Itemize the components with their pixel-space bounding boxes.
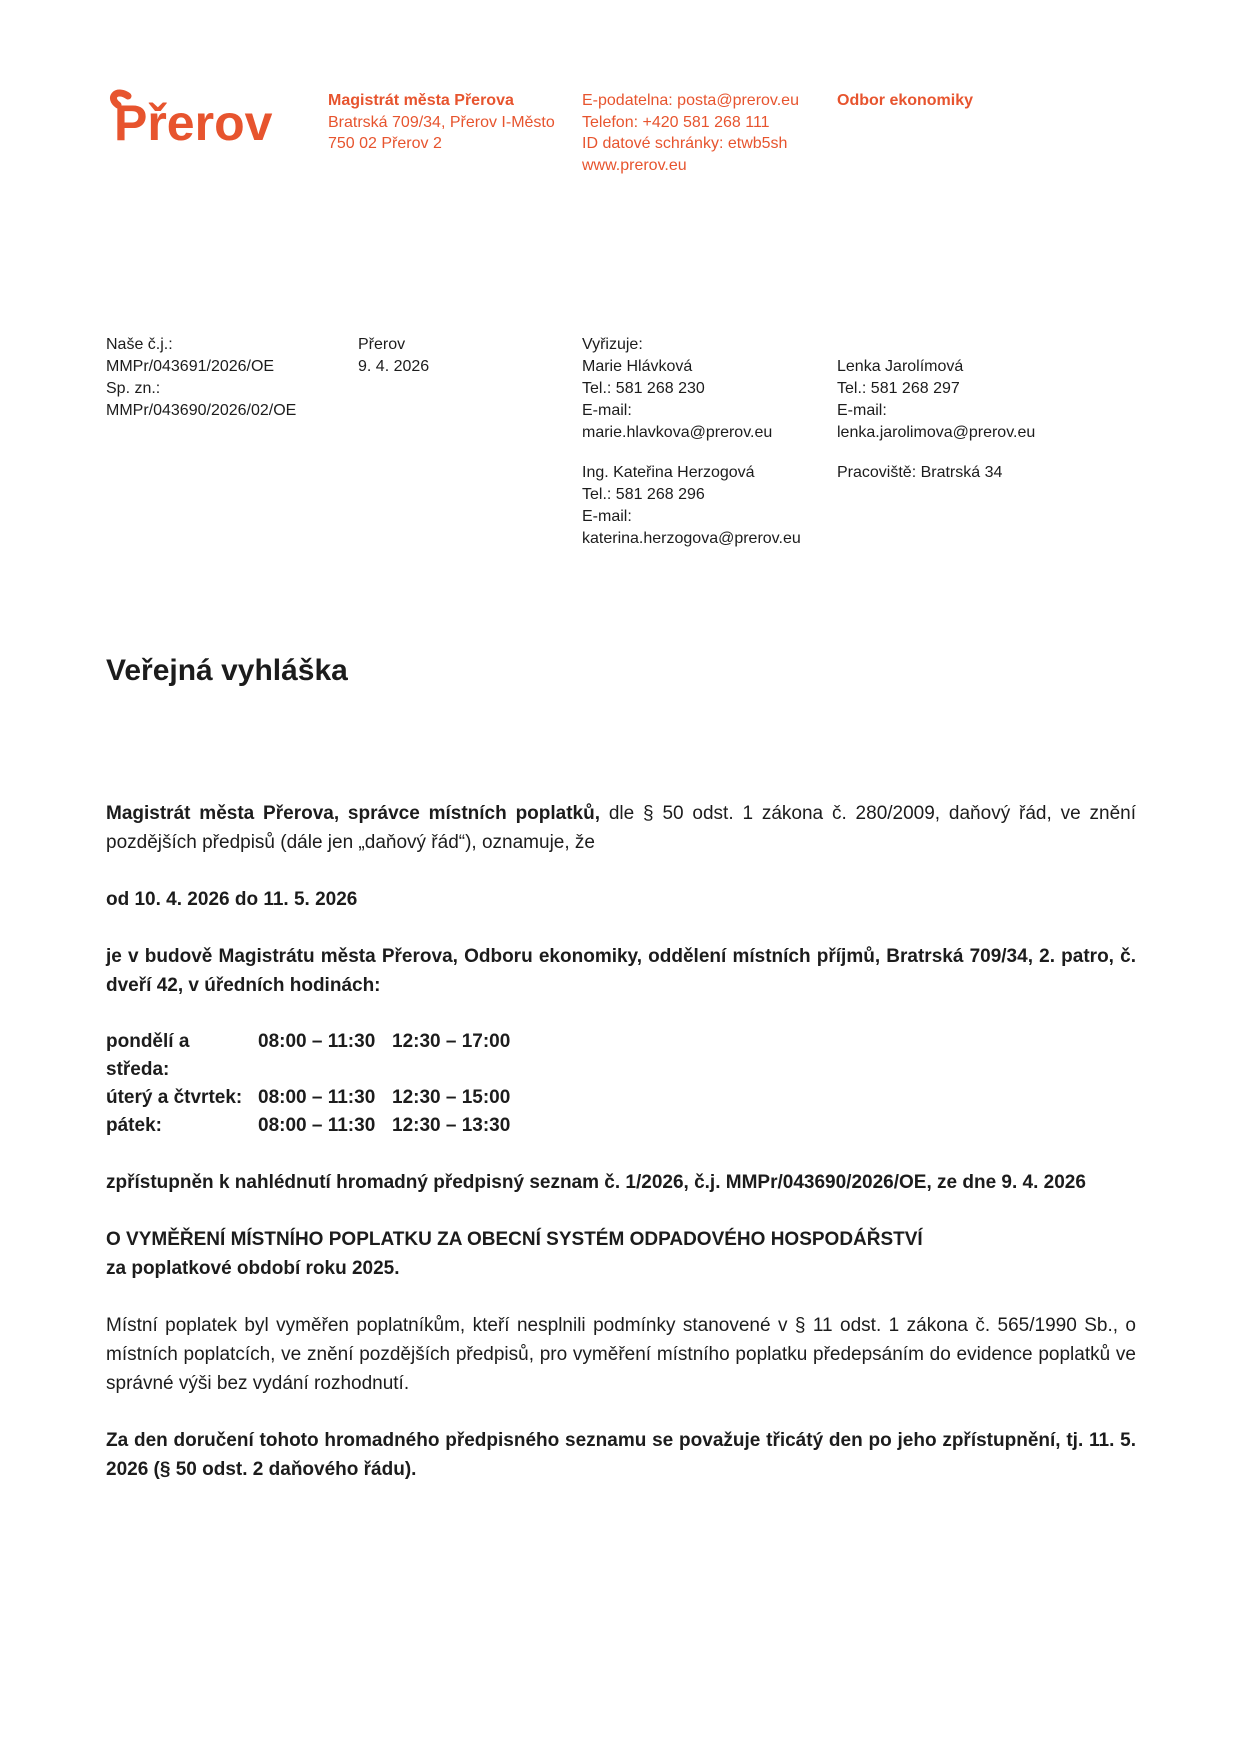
spacer [582, 444, 832, 462]
intro-paragraph [106, 799, 1136, 857]
spacer [837, 444, 1077, 462]
databox-line: ID datové schránky: etwb5sh [582, 135, 788, 152]
location-paragraph: je v budově Magistrátu města Přerova, Odboru ekonomiky, oddělení místních příjmů, Bratrská 709/34, 2. patro, č. dveří 42, v úředních hodinách: [106, 946, 1136, 996]
contact-email-label: E-mail: [582, 402, 632, 419]
office-name: Magistrát města Přerova [328, 92, 514, 109]
epodatelna-line: E-podatelna: posta@prerov.eu [582, 92, 799, 109]
hours-morning: 08:00 – 11:30 [258, 1087, 376, 1108]
office-hours-table [106, 1028, 1136, 1140]
hours-afternoon: 12:30 – 15:00 [392, 1087, 511, 1108]
hours-days: pondělí a středa: [106, 1031, 190, 1080]
contact-name: Lenka Jarolímová [837, 358, 964, 375]
our-ref-label: Naše č.j.: [106, 336, 173, 353]
hours-days: pátek: [106, 1115, 162, 1136]
spacer [837, 334, 1077, 356]
letterhead-contact-block [582, 90, 842, 176]
notice-issuer: Magistrát města Přerova, správce místních poplatků, [106, 803, 601, 824]
document-body [106, 645, 1136, 1512]
list-access-paragraph: zpřístupněn k nahlédnutí hromadný předpisný seznam č. 1/2026, č.j. MMPr/043690/2026/OE, ze dne 9. 4. 2026 [106, 1172, 1086, 1193]
delivery-paragraph: Za den doručení tohoto hromadného předpisného seznamu se považuje třicátý den po jeho zpřístupnění, tj. 11. 5. 2026 (§ 50 odst. 2 daňového řádu). [106, 1430, 1136, 1480]
file-ref-value: MMPr/043690/2026/02/OE [106, 402, 297, 419]
contact-email-label: E-mail: [582, 508, 632, 525]
contact-email-label: E-mail: [837, 402, 887, 419]
contact-email: lenka.jarolimova@prerov.eu [837, 424, 1036, 441]
contact-tel: Tel.: 581 268 296 [582, 486, 705, 503]
office-address-line2: 750 02 Přerov 2 [328, 135, 442, 152]
contact-tel: Tel.: 581 268 297 [837, 380, 960, 397]
office-address-line1: Bratrská 709/34, Přerov I-Město [328, 113, 555, 131]
phone-line: Telefon: +420 581 268 111 [582, 113, 770, 131]
contact-email: katerina.herzogova@prerov.eu [582, 530, 801, 547]
date: 9. 4. 2026 [358, 358, 430, 375]
handled-by-label: Vyřizuje: [582, 336, 643, 353]
prerov-logo-graphic [100, 78, 300, 158]
availability-period: od 10. 4. 2026 do 11. 5. 2026 [106, 889, 358, 910]
letterhead-office-block [328, 90, 578, 155]
prerov-logo [100, 78, 300, 158]
reference-numbers-block [106, 334, 356, 422]
workplace: Pracoviště: Bratrská 34 [837, 464, 1003, 481]
file-ref-label: Sp. zn.: [106, 380, 161, 397]
document-title: Veřejná vyhláška [106, 654, 348, 687]
our-ref-value: MMPr/043691/2026/OE [106, 358, 275, 375]
handlers-column-2 [837, 334, 1077, 484]
contact-email: marie.hlavkova@prerov.eu [582, 424, 773, 441]
website-line: www.prerov.eu [582, 156, 687, 174]
place: Přerov [358, 336, 406, 353]
hours-afternoon: 12:30 – 17:00 [392, 1031, 511, 1052]
hours-days: úterý a čtvrtek: [106, 1087, 243, 1108]
contact-name: Ing. Kateřina Herzogová [582, 464, 755, 481]
place-date-block [358, 334, 538, 378]
subject-line-1: O VYMĚŘENÍ MÍSTNÍHO POPLATKU ZA OBECNÍ SYSTÉM ODPADOVÉHO HOSPODÁŘSTVÍ [106, 1229, 923, 1250]
hours-morning: 08:00 – 11:30 [258, 1031, 376, 1052]
subject-line-2: za poplatkové období roku 2025. [106, 1258, 400, 1279]
handlers-column-1 [582, 334, 832, 550]
subject-heading [106, 1225, 1136, 1283]
logo-wordmark: Přerov [114, 95, 273, 151]
department-name: Odbor ekonomiky [837, 92, 974, 109]
contact-tel: Tel.: 581 268 230 [582, 380, 705, 397]
hours-morning: 08:00 – 11:30 [258, 1115, 376, 1136]
contact-name: Marie Hlávková [582, 358, 693, 375]
assessment-paragraph: Místní poplatek byl vyměřen poplatníkům, kteří nesplnili podmínky stanovené v § 11 odst. 1 zákona č. 565/1990 Sb., o místních poplatcích, ve znění pozdějších předpisů, pro vyměření místního poplatku předepsáním do evidence poplatků ve správné výši bez vydání rozhodnutí. [106, 1315, 1136, 1394]
hours-afternoon: 12:30 – 13:30 [392, 1115, 511, 1136]
notice-intro-rest: dle § 50 odst. 1 zákona č. 280/2009, daňový řád, ve znění pozdějších předpisů (dále jen „daňový řád“), oznamuje, že [106, 803, 1136, 853]
